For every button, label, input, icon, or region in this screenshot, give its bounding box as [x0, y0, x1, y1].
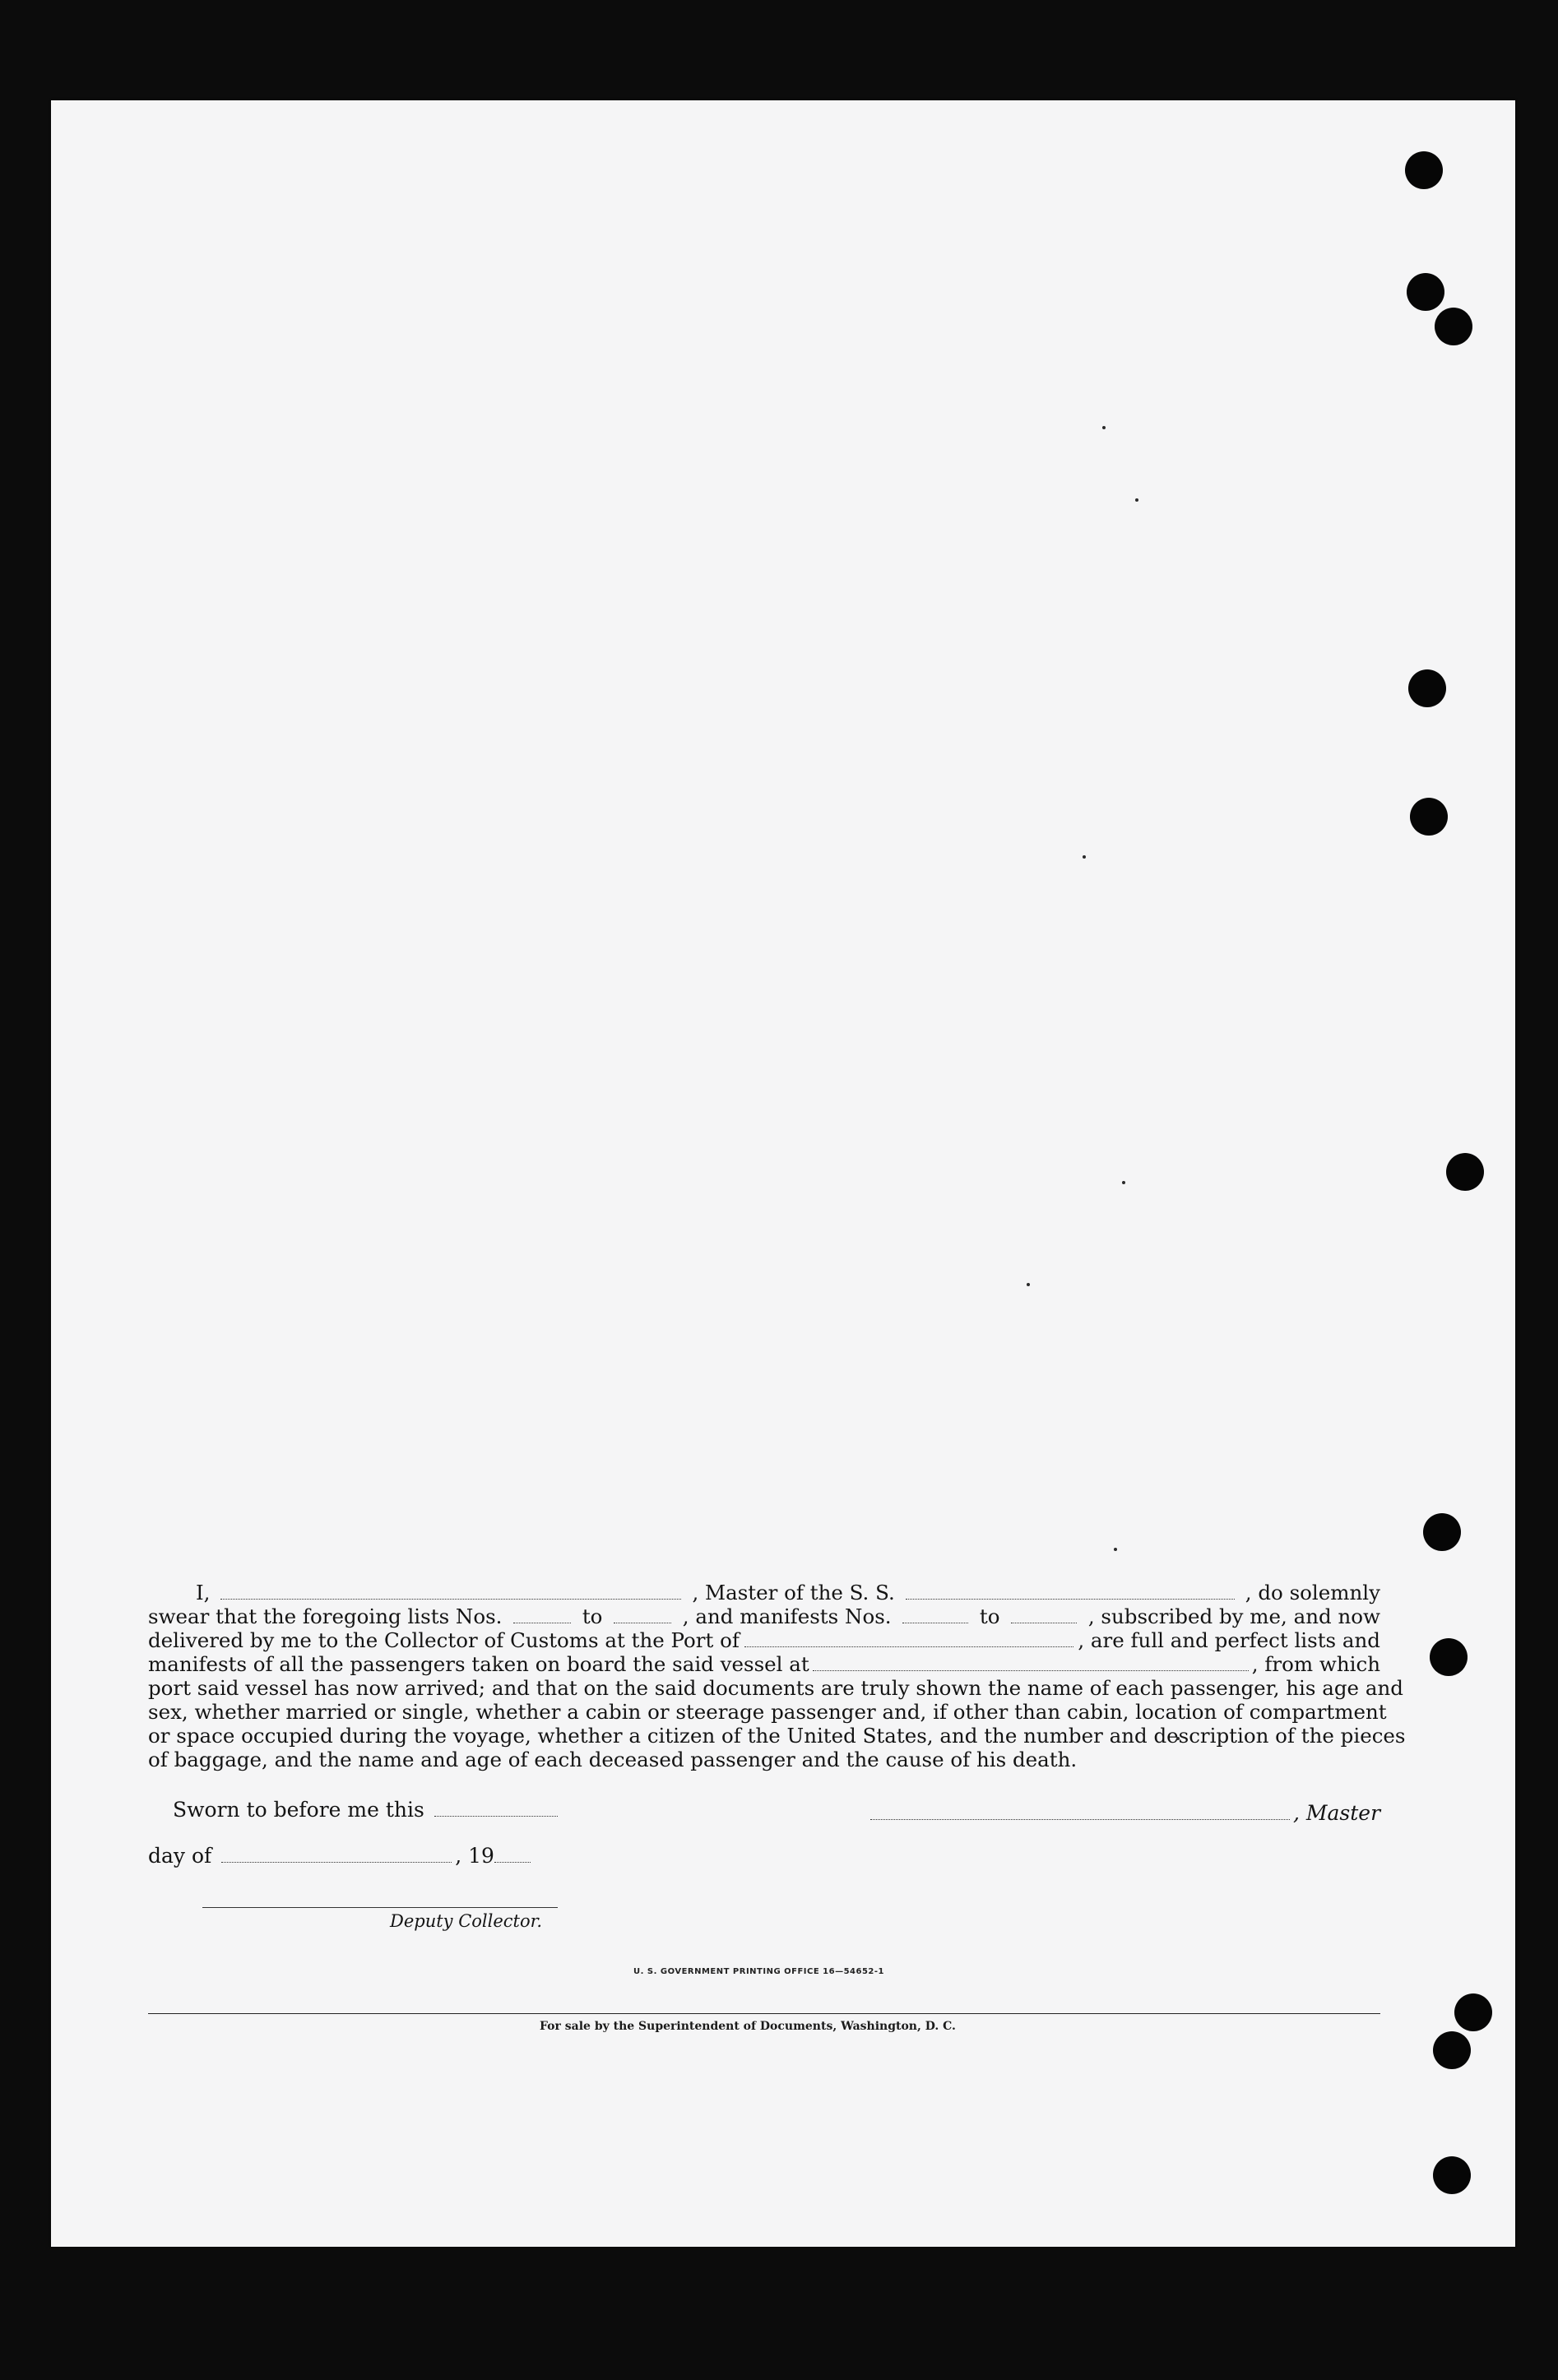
form-page	[51, 100, 1515, 2247]
sworn-line	[173, 1798, 561, 1822]
deputy-collector-label: Deputy Collector.	[390, 1911, 543, 1931]
master-name-blank[interactable]	[220, 1587, 681, 1600]
paper-speck	[1027, 1283, 1030, 1286]
oath-text: , are full and perfect lists and	[1078, 1628, 1380, 1652]
sale-note: For sale by the Superintendent of Documents, Washington, D. C.	[540, 2020, 956, 2033]
oath-text: , do solemnly	[1245, 1581, 1380, 1604]
manifest-no-from-blank[interactable]	[902, 1611, 968, 1623]
footer-rule	[148, 2013, 1380, 2014]
punch-hole	[1405, 151, 1443, 189]
oath-text: port said vessel has now arrived; and that on the said documents are truly shown the name of each passenger, his age and	[148, 1676, 1403, 1700]
punch-hole	[1433, 2031, 1471, 2069]
oath-text: , Master of the S. S.	[692, 1581, 895, 1604]
master-label: , Master	[1293, 1801, 1381, 1825]
date-line	[148, 1844, 534, 1868]
punch-hole	[1408, 669, 1446, 707]
punch-hole	[1433, 2156, 1471, 2194]
month-blank[interactable]	[221, 1850, 452, 1863]
oath-line	[148, 1581, 1380, 1604]
oath-text: to	[582, 1604, 603, 1628]
punch-hole	[1446, 1153, 1484, 1191]
paper-speck	[1135, 498, 1138, 502]
list-no-from-blank[interactable]	[513, 1611, 571, 1623]
paper-speck	[1102, 426, 1106, 429]
day-label: day of	[148, 1844, 212, 1868]
oath-text: , from which	[1251, 1652, 1380, 1676]
punch-hole	[1407, 273, 1444, 311]
punch-hole	[1423, 1513, 1461, 1551]
master-signature-blank[interactable]	[870, 1808, 1290, 1820]
oath-line	[148, 1628, 1380, 1652]
oath-line	[148, 1604, 1380, 1628]
oath-text: , subscribed by me, and now	[1087, 1604, 1380, 1628]
printing-office-imprint: U. S. GOVERNMENT PRINTING OFFICE 16—54652-1	[633, 1967, 884, 1976]
vessel-name-blank[interactable]	[906, 1587, 1235, 1600]
sworn-day-blank[interactable]	[434, 1804, 558, 1817]
year-label: , 19	[455, 1844, 494, 1868]
sworn-label: Sworn to before me this	[173, 1798, 424, 1822]
oath-paragraph	[148, 1581, 1406, 1771]
oath-line	[148, 1700, 1387, 1724]
deputy-signature-line[interactable]	[202, 1907, 558, 1908]
oath-line	[148, 1652, 1380, 1676]
oath-text: manifests of all the passengers taken on board the said vessel at	[148, 1652, 809, 1676]
manifest-no-to-blank[interactable]	[1011, 1611, 1077, 1623]
list-no-to-blank[interactable]	[614, 1611, 671, 1623]
punch-hole	[1435, 308, 1472, 345]
departure-port-blank[interactable]	[813, 1659, 1249, 1671]
punch-hole	[1410, 798, 1448, 836]
punch-hole	[1430, 1638, 1468, 1676]
oath-line	[148, 1724, 1406, 1748]
master-signature-line	[867, 1801, 1380, 1825]
oath-text: delivered by me to the Collector of Customs at the Port of	[148, 1628, 740, 1652]
oath-line	[148, 1748, 1380, 1771]
oath-text: of baggage, and the name and age of each deceased passenger and the cause of his death.	[148, 1748, 1078, 1771]
oath-text: sex, whether married or single, whether a cabin or steerage passenger and, if other than cabin, location of compartment	[148, 1700, 1387, 1724]
punch-hole	[1454, 1993, 1492, 2031]
oath-text: to	[979, 1604, 1000, 1628]
paper-speck	[1114, 1548, 1117, 1551]
paper-speck	[1083, 855, 1086, 859]
year-blank[interactable]	[494, 1850, 531, 1863]
oath-text: I,	[196, 1581, 211, 1604]
paper-speck	[1122, 1181, 1125, 1184]
oath-line	[148, 1676, 1403, 1700]
oath-text: swear that the foregoing lists Nos.	[148, 1604, 503, 1628]
port-blank[interactable]	[744, 1635, 1073, 1647]
oath-text: or space occupied during the voyage, whether a citizen of the United States, and the number and description of the pieces	[148, 1724, 1406, 1748]
oath-text: , and manifests Nos.	[682, 1604, 892, 1628]
